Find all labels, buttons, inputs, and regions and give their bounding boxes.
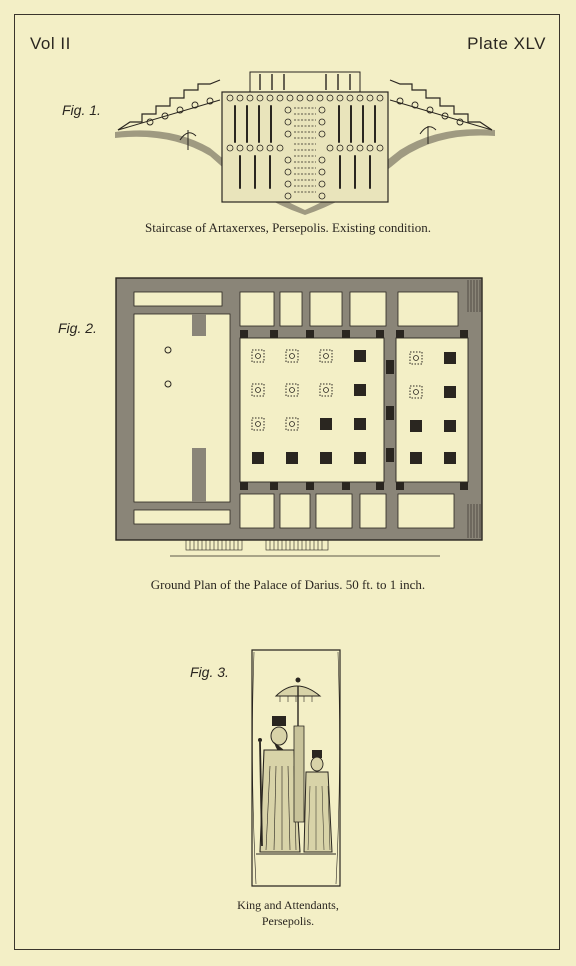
fig-1-caption: Staircase of Artaxerxes, Persepolis. Existing condition. [145, 220, 431, 235]
volume-label: Vol II [30, 34, 71, 53]
king-attendants-relief [248, 646, 344, 888]
fig-3-caption-line-1: King and Attendants, [237, 898, 339, 912]
fig-2-label: Fig. 2. [58, 320, 97, 336]
fig-3-caption-line-2: Persepolis. [261, 914, 315, 928]
palace-ground-plan [110, 272, 490, 562]
fig-3-label: Fig. 3. [190, 664, 229, 680]
staircase-illustration [110, 70, 500, 215]
fig-1-label: Fig. 1. [62, 102, 101, 118]
plate-label: Plate XLV [467, 34, 546, 53]
fig-2-caption: Ground Plan of the Palace of Darius. 50 ft. to 1 inch. [150, 577, 426, 592]
